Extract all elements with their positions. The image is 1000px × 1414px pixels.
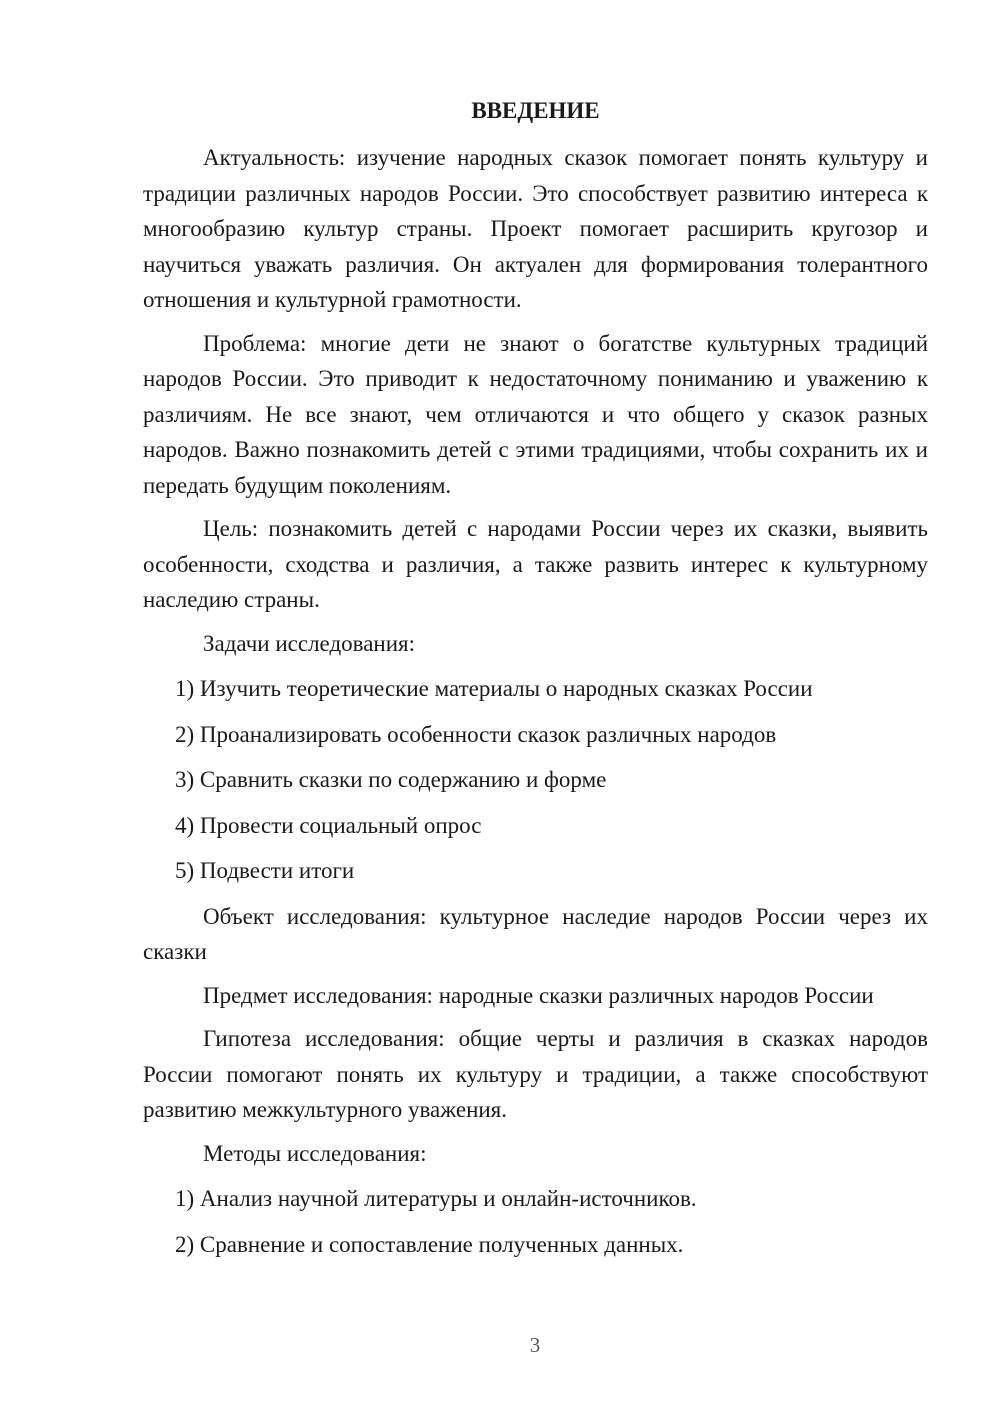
page-number: 3 [529, 1333, 541, 1357]
task-item: 3) Сравнить сказки по содержанию и форме [175, 767, 607, 792]
method-item: 1) Анализ научной литературы и онлайн-источников. [175, 1186, 697, 1211]
object-paragraph: Объект исследования: культурное наследие народов России через их сказки [143, 903, 928, 964]
methods-list [143, 1181, 928, 1262]
tasks-label: Задачи исследования: [203, 630, 416, 656]
page-content [143, 96, 928, 1272]
hypothesis-paragraph: Гипотеза исследования: общие черты и различия в сказках народов России помогают понять их культуру и традиции, а также способствуют развитию межкультурного уважения. [143, 1026, 928, 1122]
methods-label: Методы исследования: [203, 1140, 427, 1166]
problem-paragraph: Проблема: многие дети не знают о богатстве культурных традиций народов России. Это приводит к недостаточному пониманию и уважению к различиям. Не все знают, чем отличаются и что общего у сказок разных народов. Важно познакомить детей с этими традициями, чтобы сохранить их и передать будущим поколениям. [143, 330, 928, 498]
goal-paragraph: Цель: познакомить детей с народами России через их сказки, выявить особенности, сходства и различия, а также развить интерес к культурному наследию страны. [143, 516, 928, 612]
relevance-paragraph: Актуальность: изучение народных сказок помогает понять культуру и традиции различных народов России. Это способствует развитию интереса к многообразию культур страны. Проект помогает расширить кругозор и научиться уважать различия. Он актуален для формирования толерантного отношения и культурной грамотности. [143, 145, 928, 312]
task-item: 1) Изучить теоретические материалы о народных сказках России [175, 676, 813, 701]
task-item: 2) Проанализировать особенности сказок различных народов [175, 721, 777, 747]
task-item: 5) Подвести итоги [175, 858, 355, 883]
page-title: ВВЕДЕНИЕ [471, 98, 600, 123]
subject-paragraph: Предмет исследования: народные сказки различных народов России [203, 982, 874, 1008]
task-item: 4) Провести социальный опрос [175, 812, 482, 838]
method-item: 2) Сравнение и сопоставление полученных данных. [175, 1231, 684, 1257]
tasks-list [143, 671, 928, 889]
